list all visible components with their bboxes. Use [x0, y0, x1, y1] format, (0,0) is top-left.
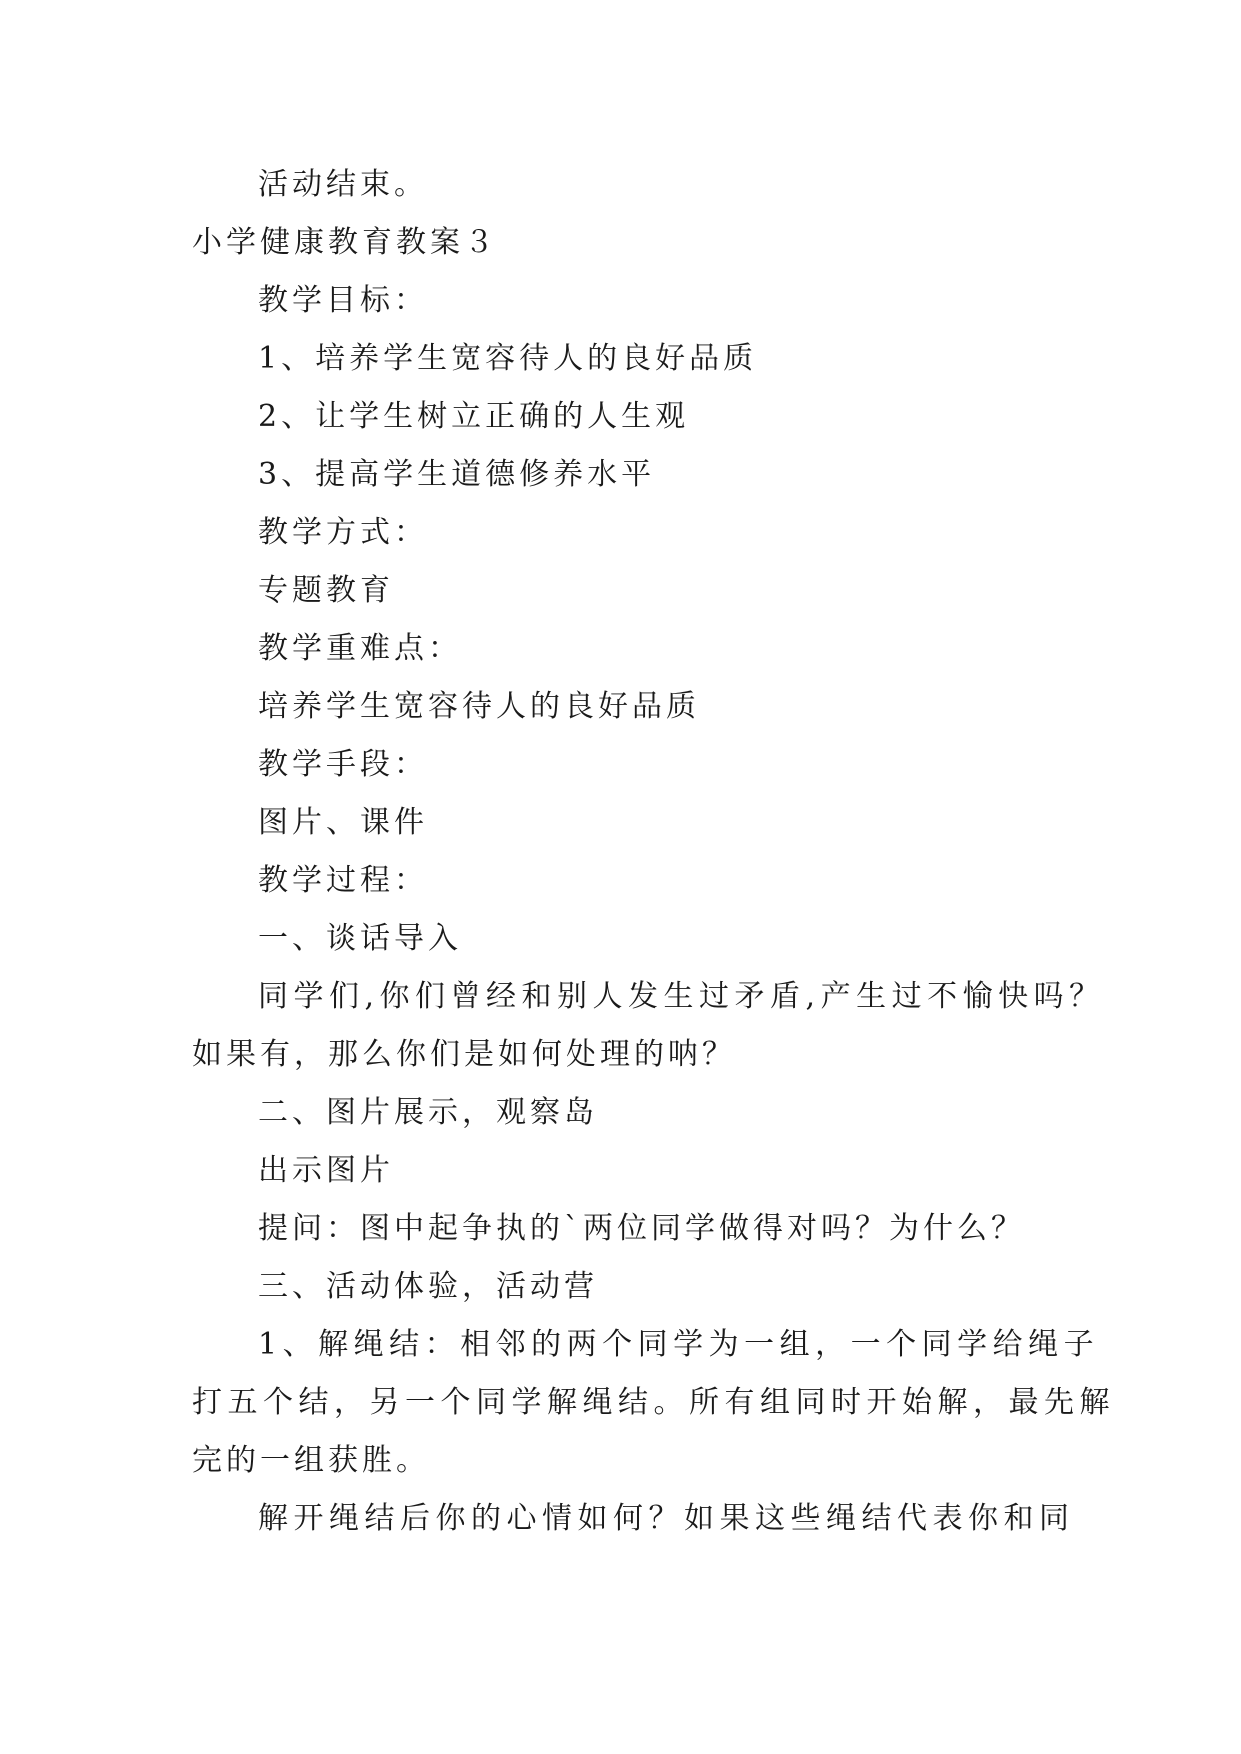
- text-line: 完的一组获胜。: [192, 1443, 430, 1478]
- text-line: 教学目标：: [258, 283, 428, 318]
- text-line: 1、解绳结：相邻的两个同学为一组，一个同学给绳子: [258, 1327, 1100, 1362]
- text-line: 图片、课件: [258, 805, 428, 840]
- text-line: 提问：图中起争执的`两位同学做得对吗？为什么？: [258, 1211, 1025, 1246]
- section-title: 小学健康教育教案３: [192, 225, 498, 260]
- text-line: 同学们,你们曾经和别人发生过矛盾,产生过不愉快吗？: [258, 979, 1105, 1014]
- text-line: 打五个结，另一个同学解绳结。所有组同时开始解，最先解: [192, 1385, 1115, 1420]
- text-line: 教学过程：: [258, 863, 428, 898]
- text-line: 三、活动体验，活动营: [258, 1269, 598, 1304]
- text-line: 培养学生宽容待人的良好品质: [258, 689, 700, 724]
- text-line: 解开绳结后你的心情如何？如果这些绳结代表你和同: [258, 1501, 1075, 1536]
- text-line: 教学手段：: [258, 747, 428, 782]
- text-line: 如果有，那么你们是如何处理的呐？: [192, 1037, 736, 1072]
- text-line: 教学重难点：: [258, 631, 462, 666]
- text-line: 1、培养学生宽容待人的良好品质: [258, 341, 758, 376]
- text-line: 二、图片展示，观察岛: [258, 1095, 598, 1130]
- text-line: 一、谈话导入: [258, 921, 462, 956]
- text-line: 活动结束。: [258, 167, 428, 202]
- text-line: 专题教育: [258, 573, 394, 608]
- text-line: 教学方式：: [258, 515, 428, 550]
- text-line: 出示图片: [258, 1153, 394, 1188]
- text-line: 2、让学生树立正确的人生观: [258, 399, 690, 434]
- text-line: 3、提高学生道德修养水平: [258, 457, 656, 492]
